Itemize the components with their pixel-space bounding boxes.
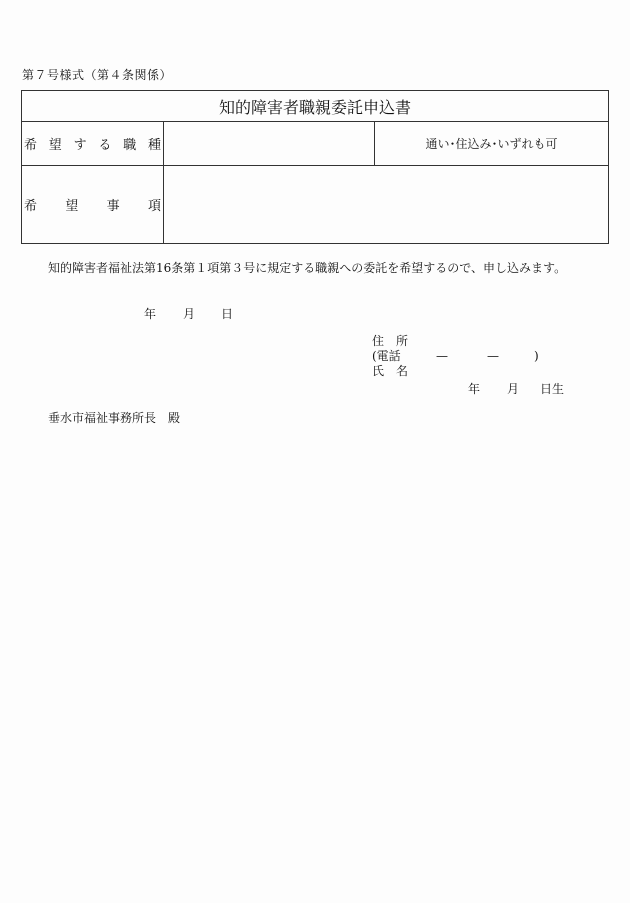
form-number: 第７号様式（第４条関係） <box>22 68 173 82</box>
application-statement: 知的障害者福祉法第16条第１項第３号に規定する職親への委託を希望するので、申し込みます。 <box>48 261 567 275</box>
date-day-unit: 日 <box>221 307 234 321</box>
birth-day-unit: 日生 <box>540 382 565 396</box>
date-year-unit: 年 <box>144 307 157 321</box>
phone-separator: — <box>436 349 448 363</box>
job-type-label-char: る <box>98 138 112 153</box>
birth-date <box>468 380 564 397</box>
wish-items-label <box>22 166 164 244</box>
job-type-label-char: す <box>73 138 87 153</box>
job-type-label-char: 希 <box>24 138 38 153</box>
birth-year-unit: 年 <box>468 382 481 396</box>
phone-close: ) <box>534 349 539 363</box>
form-title: 知的障害者職親委託申込書 <box>22 91 609 122</box>
job-type-label <box>22 122 164 166</box>
wish-items-label-char: 希 <box>24 199 38 214</box>
job-type-field[interactable] <box>164 122 375 166</box>
application-form-table <box>21 90 609 244</box>
job-type-options: 通い･住込み･いずれも可 <box>375 122 609 166</box>
application-date <box>144 305 233 322</box>
wish-items-label-char: 望 <box>65 199 79 214</box>
addressee: 垂水市福祉事務所長 殿 <box>48 411 181 425</box>
wish-items-label-char: 事 <box>106 199 120 214</box>
address-label: 住 所 <box>372 334 409 348</box>
job-type-label-char: 種 <box>147 138 161 153</box>
phone-label: (電話 <box>372 349 401 363</box>
job-type-label-char: 職 <box>123 138 137 153</box>
job-type-label-char: 望 <box>48 138 62 153</box>
birth-month-unit: 月 <box>507 382 520 396</box>
date-month-unit: 月 <box>183 307 196 321</box>
applicant-block <box>372 334 539 379</box>
phone-separator: — <box>487 349 499 363</box>
wish-items-label-char: 項 <box>147 199 161 214</box>
phone-line <box>372 349 539 364</box>
name-label: 氏 名 <box>372 364 409 378</box>
wish-items-field[interactable] <box>164 166 609 244</box>
